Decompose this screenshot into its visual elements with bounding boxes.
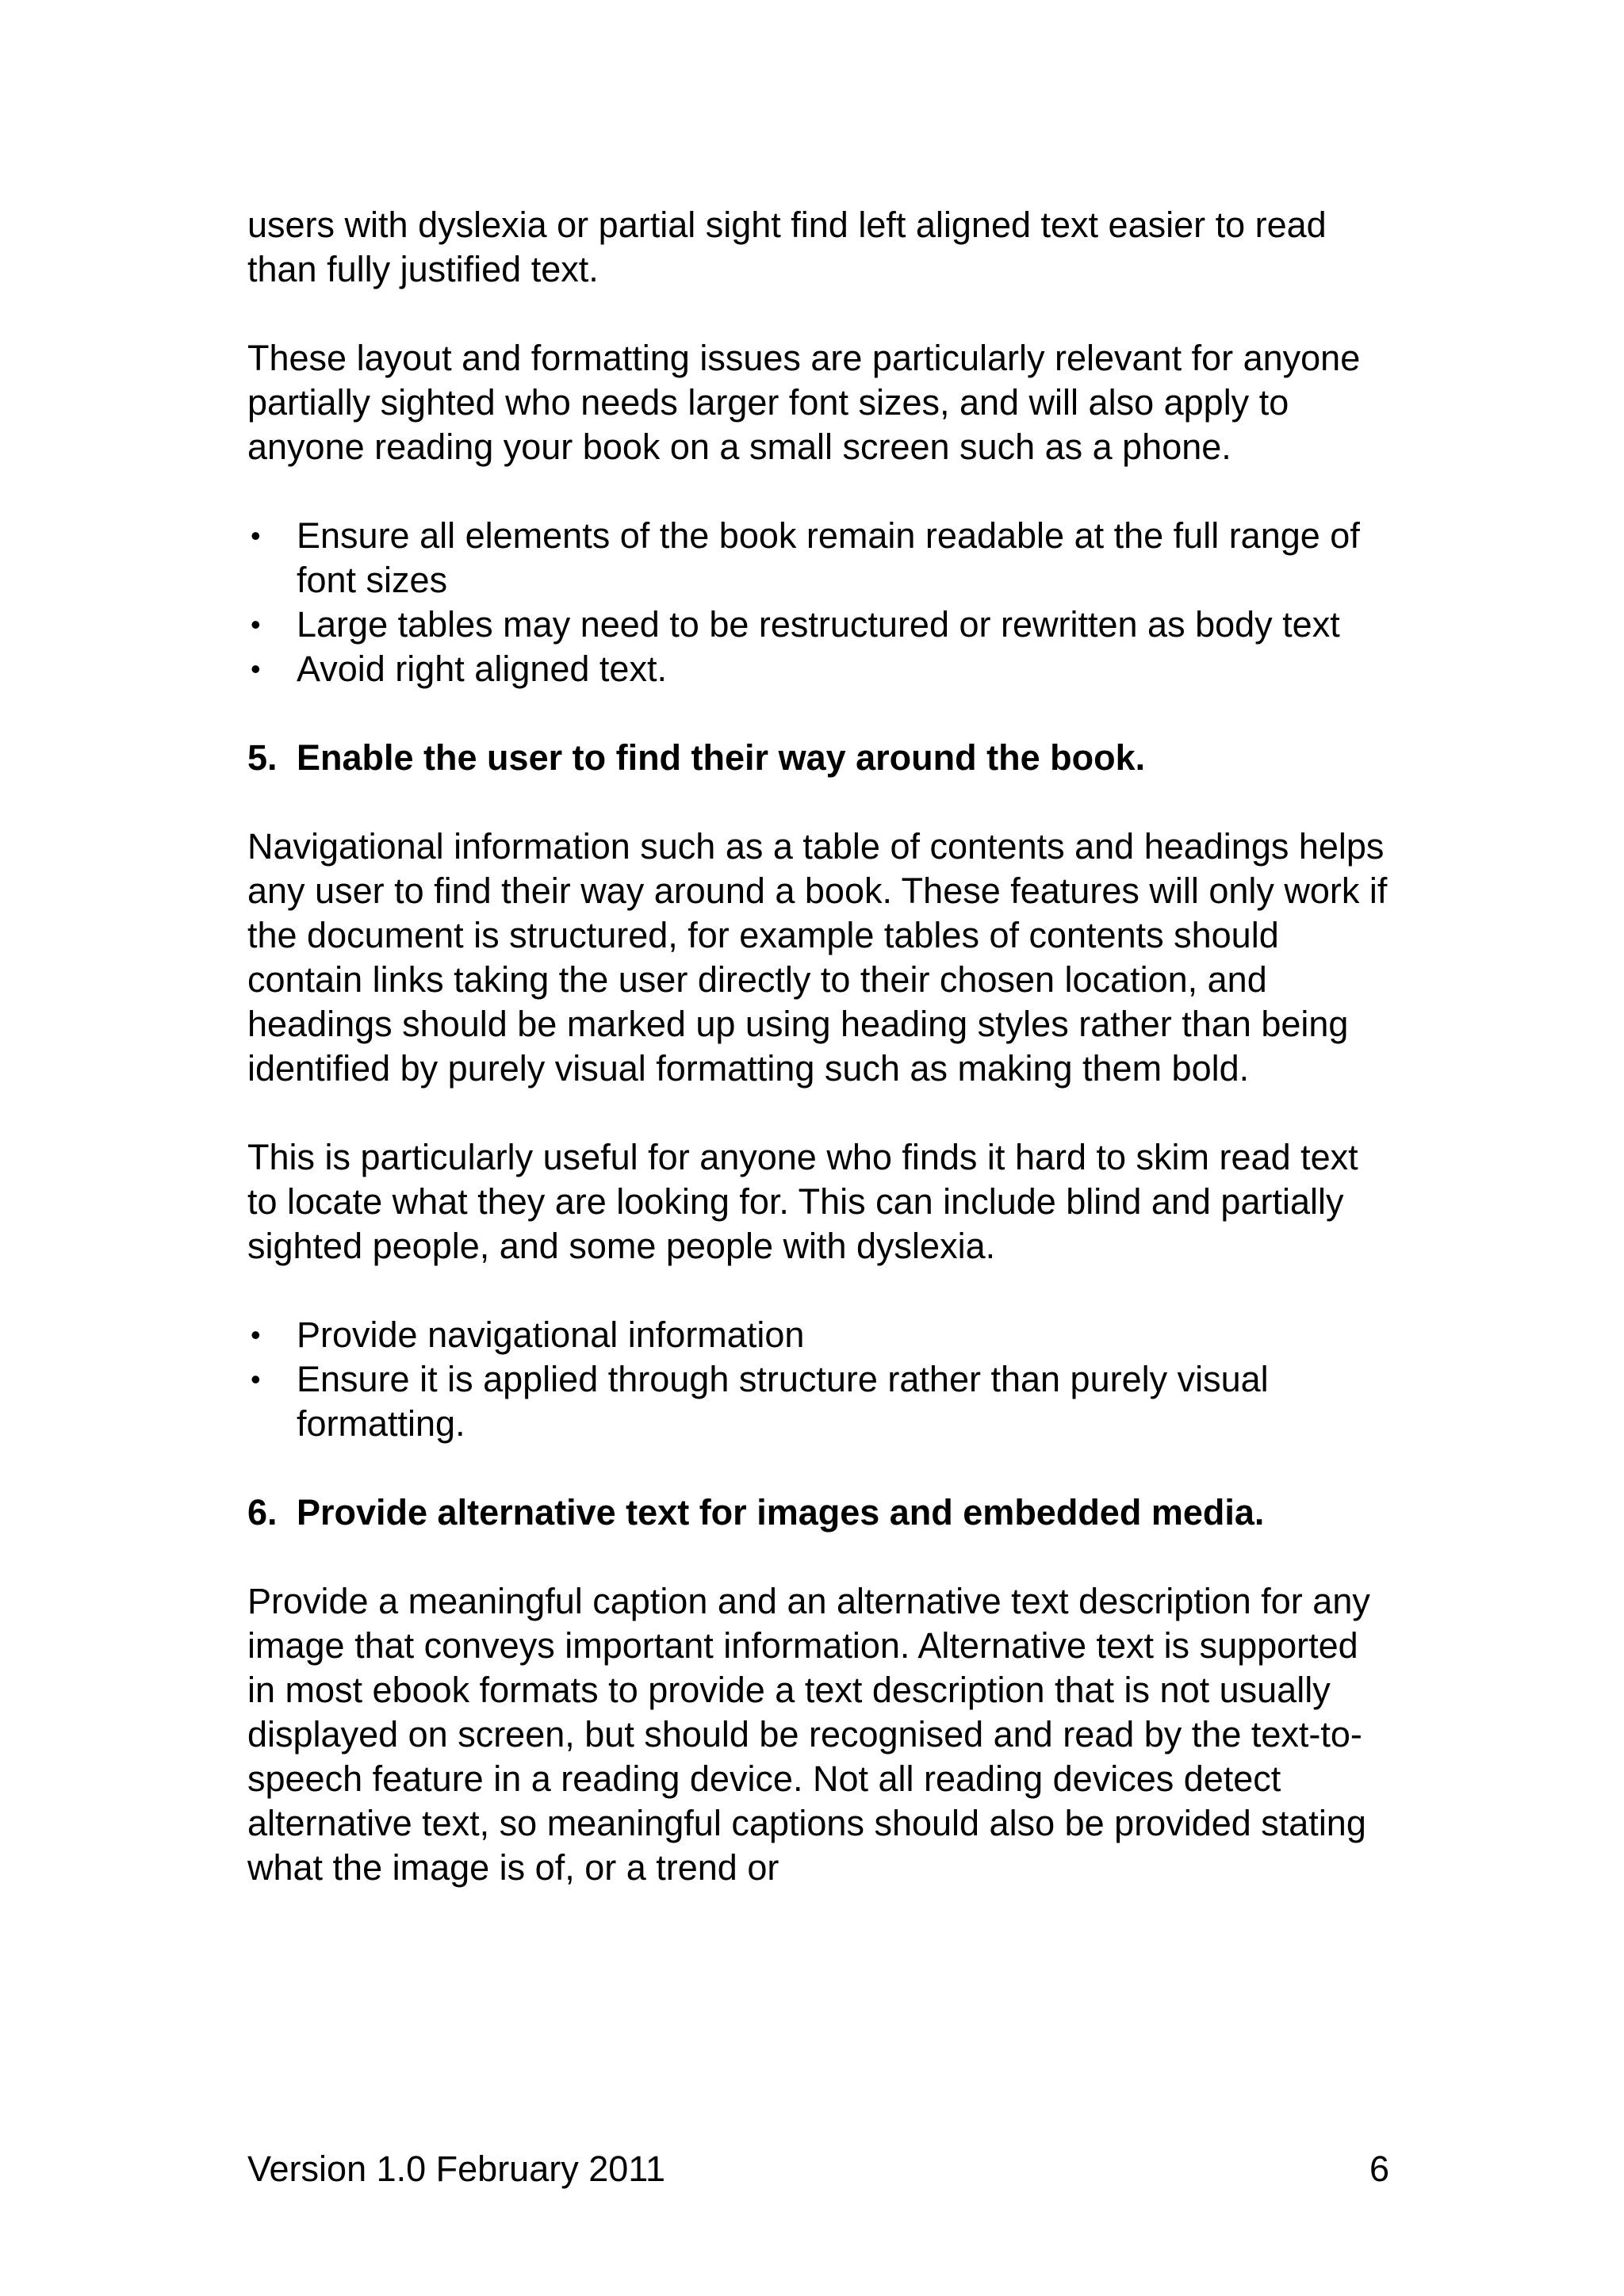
section-title: Enable the user to find their way around the book.: [297, 737, 1146, 778]
list-item-text: Provide navigational information: [297, 1314, 805, 1355]
section-heading: [247, 736, 1389, 780]
list-item-text: Ensure all elements of the book remain readable at the full range of font sizes: [297, 515, 1360, 600]
bullet-icon: •: [251, 1318, 261, 1351]
list-item: [247, 1357, 1389, 1446]
list-item: [247, 1313, 1389, 1357]
bullet-list: [247, 1313, 1389, 1446]
paragraph: Provide a meaningful caption and an alternative text description for any image that conveys important information. Alternative text is supported in most ebook formats to provide a text description that is not usually displayed on screen, but should be recognised and read by the text-to-speech feature in a reading device. Not all reading devices detect alternative text, so meaningful captions should also be provided stating what the image is of, or a trend or: [247, 1581, 1370, 1888]
version-label: Version 1.0 February 2011: [247, 2149, 665, 2189]
section-number: 5.: [247, 737, 278, 778]
section-title: Provide alternative text for images and embedded media.: [297, 1492, 1265, 1533]
page-body: [247, 203, 1389, 1934]
list-item-text: Ensure it is applied through structure rather than purely visual formatting.: [297, 1359, 1269, 1444]
paragraph: These layout and formatting issues are particularly relevant for anyone partially sighted who needs larger font sizes, and will also apply to anyone reading your book on a small screen such as a phone.: [247, 338, 1361, 467]
list-item-text: Avoid right aligned text.: [297, 649, 667, 689]
section-heading: [247, 1490, 1389, 1535]
list-item: [247, 514, 1389, 603]
section-number: 6.: [247, 1492, 278, 1533]
page-number: 6: [1369, 2149, 1389, 2189]
bullet-icon: •: [251, 652, 261, 685]
bullet-icon: •: [251, 1363, 261, 1395]
bullet-list: [247, 514, 1389, 691]
bullet-icon: •: [251, 608, 261, 641]
page-footer: [247, 2147, 1389, 2191]
list-item-text: Large tables may need to be restructured or rewritten as body text: [297, 604, 1340, 645]
paragraph: This is particularly useful for anyone who finds it hard to skim read text to locate what they are looking for. This can include blind and partially sighted people, and some people with dyslexia.: [247, 1137, 1358, 1266]
paragraph: users with dyslexia or partial sight find left aligned text easier to read than fully justified text.: [247, 205, 1327, 289]
list-item: [247, 647, 1389, 691]
paragraph: Navigational information such as a table of contents and headings helps any user to find their way around a book. These features will only work if the document is structured, for example tables of contents should contain links taking the user directly to their chosen location, and headings should be marked up using heading styles rather than being identified by purely visual formatting such as making them bold.: [247, 826, 1388, 1089]
list-item: [247, 603, 1389, 647]
bullet-icon: •: [251, 519, 261, 552]
